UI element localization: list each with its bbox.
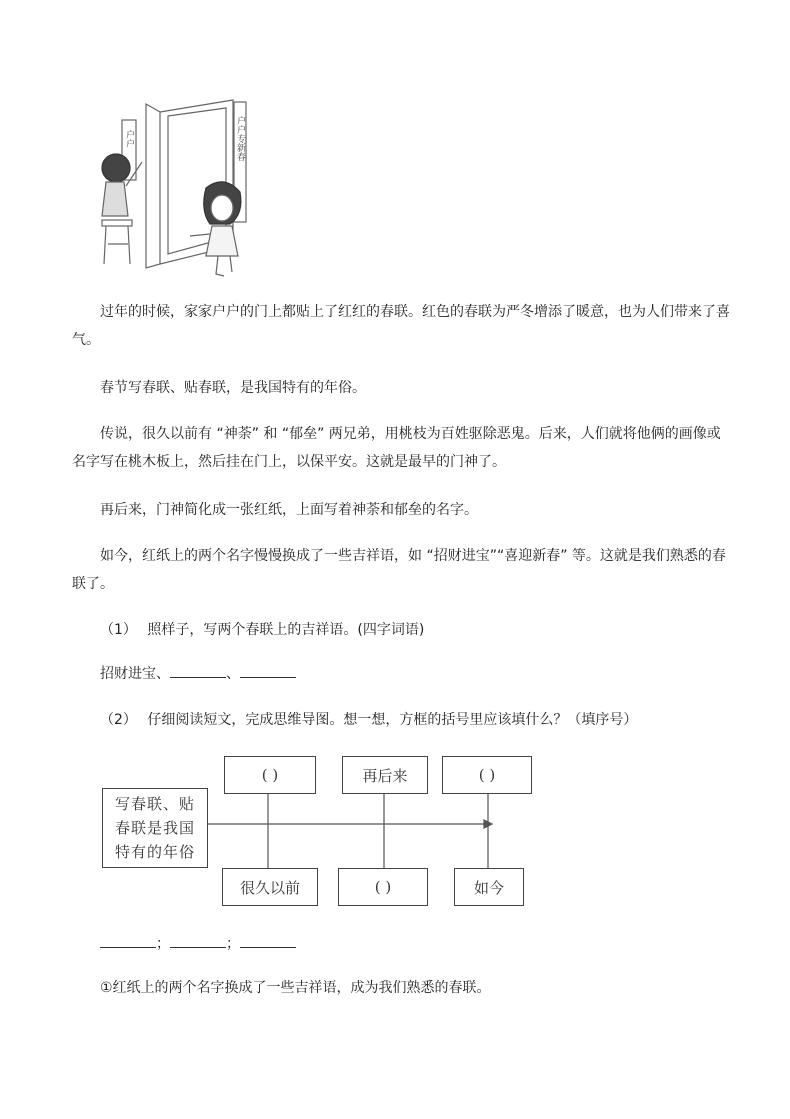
question-1-number: （1）: [100, 622, 137, 638]
answer-blank-1[interactable]: [170, 665, 226, 678]
question-2-answer: [100, 930, 720, 958]
question-1-text: 照样子，写两个春联上的吉祥语。(四字词语): [147, 622, 425, 638]
option-1: ①红纸上的两个名字换成了一些吉祥语，成为我们熟悉的春联。: [100, 980, 491, 996]
separator: ；: [156, 936, 170, 952]
top-box-2: 再后来: [342, 756, 428, 794]
answer-blank-4[interactable]: [170, 935, 226, 948]
separator: 、: [156, 666, 170, 682]
answer-blank-5[interactable]: [240, 935, 296, 948]
passage-paragraph-5: 如今，红纸上的两个名字慢慢换成了一些吉祥语，如 “招财进宝”“喜迎新春” 等。这就是我们熟悉的春联了。: [72, 548, 726, 592]
example-phrase: 招财进宝: [100, 666, 156, 682]
passage-paragraph-2: 春节写春联、贴春联，是我国特有的年俗。: [100, 380, 366, 396]
passage-paragraph-1: 过年的时候，家家户户的门上都贴上了红红的春联。红色的春联为严冬增添了暖意，也为人们带来了喜气。: [72, 304, 730, 348]
passage-paragraph-3: 传说，很久以前有 “神荼” 和 “郁垒” 两兄弟，用桃枝为百姓驱除恶鬼。后来，人们就将他俩的画像或名字写在桃木板上，然后挂在门上，以保平安。这就是最早的门神了。: [72, 426, 721, 470]
passage-paragraph-4: 再后来，门神简化成一张红纸，上面写着神荼和郁垒的名字。: [100, 502, 478, 518]
question-1-answer: [100, 660, 720, 688]
mind-map-diagram: [100, 752, 510, 912]
question-1: [100, 616, 720, 644]
bottom-box-2-blank[interactable]: ( ): [338, 868, 428, 906]
top-box-1-blank[interactable]: ( ): [224, 756, 316, 794]
answer-blank-2[interactable]: [240, 665, 296, 678]
top-box-3-blank[interactable]: ( ): [442, 756, 532, 794]
separator: ；: [226, 936, 240, 952]
question-2: [100, 706, 720, 734]
separator: 、: [226, 666, 240, 682]
center-line-2: 春联是我国: [114, 819, 195, 837]
mind-map-center-box: [102, 788, 208, 868]
question-2-text: 仔细阅读短文，完成思维导图。想一想，方框的括号里应该填什么？（填序号）: [147, 712, 638, 728]
center-line-1: 写春联、贴: [114, 795, 195, 813]
spring-couplet-illustration: [98, 96, 248, 282]
question-2-number: （2）: [100, 712, 137, 728]
bottom-box-1: 很久以前: [222, 868, 318, 906]
left-couplet-text: 户户: [124, 130, 134, 148]
bottom-box-3: 如今: [454, 868, 524, 906]
answer-blank-3[interactable]: [100, 935, 156, 948]
right-couplet-text: 户户专新春: [235, 116, 245, 161]
center-line-3: 特有的年俗: [114, 843, 195, 861]
